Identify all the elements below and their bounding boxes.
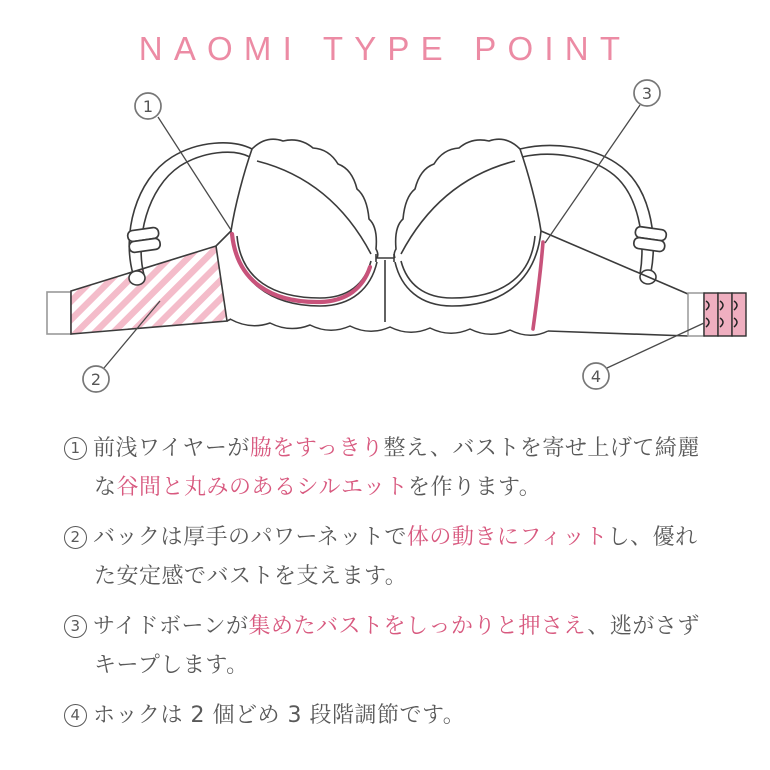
point-item — [64, 429, 720, 507]
right-underwire-outer — [395, 231, 541, 306]
point-number-badge: 4 — [64, 704, 87, 727]
body-text: バックは厚手のパワーネットで — [93, 525, 407, 550]
points-list — [64, 429, 720, 746]
callout-leader-lines — [104, 105, 704, 368]
center-gore — [376, 254, 394, 322]
callout-3 — [634, 80, 660, 106]
hook-closure — [688, 293, 746, 336]
body-text: ホックは 2 個どめ 3 段階調節です。 — [93, 703, 466, 728]
callout-3-number: 3 — [641, 84, 653, 103]
left-underwire-inner — [237, 236, 371, 298]
front-wire-highlight — [232, 234, 370, 302]
left-strap-adjuster-icon — [127, 227, 161, 253]
highlighted-text: 体の動きにフィット — [406, 525, 608, 550]
right-cup-inner-seam — [401, 161, 515, 254]
left-cup-inner-seam — [257, 161, 371, 254]
body-text: し、優れた安定感でバストを支えます。 — [94, 525, 698, 589]
side-bone-highlight — [533, 242, 543, 329]
left-strap-ring — [129, 271, 145, 285]
left-band-tab — [47, 292, 71, 334]
left-cup-side-seam — [231, 149, 252, 231]
point-number-badge: 1 — [64, 437, 87, 460]
bottom-lace-edge — [230, 319, 548, 335]
point-item — [64, 518, 720, 596]
callout-4-number: 4 — [590, 367, 602, 386]
right-strap-adjuster-icon — [633, 226, 667, 252]
callout-1 — [135, 93, 161, 119]
body-text: サイドボーンが — [93, 614, 249, 639]
body-text: 、逃がさずキープします。 — [94, 614, 700, 678]
left-cup-scalloped-edge — [252, 139, 378, 258]
highlighted-text: 集めたバストをしっかりと押さえ — [248, 614, 588, 639]
right-cup-scalloped-edge — [394, 139, 520, 258]
body-text: 整え、バストを寄せ上げて綺麗な — [94, 436, 700, 500]
point-item — [64, 696, 720, 735]
left-underwire-outer — [231, 231, 377, 306]
left-wing-powernet — [71, 246, 227, 334]
callout-2-number: 2 — [90, 370, 102, 389]
highlighted-text: 脇をすっきり — [249, 436, 384, 461]
body-text: を作ります。 — [408, 475, 542, 500]
point-item — [64, 607, 720, 685]
body-text: 前浅ワイヤーが — [93, 436, 250, 461]
callout-2 — [83, 366, 109, 392]
callout-4 — [583, 363, 609, 389]
right-wing — [541, 231, 688, 336]
right-cup — [394, 139, 541, 306]
right-cup-side-seam — [520, 149, 541, 231]
highlighted-text: 谷間と丸みのあるシルエット — [116, 475, 409, 500]
point-number-badge: 2 — [64, 526, 87, 549]
point-number-badge: 3 — [64, 615, 87, 638]
callout-1-number: 1 — [142, 97, 154, 116]
right-underwire-inner — [401, 236, 535, 298]
page-title: NAOMI TYPE POINT — [138, 30, 632, 67]
